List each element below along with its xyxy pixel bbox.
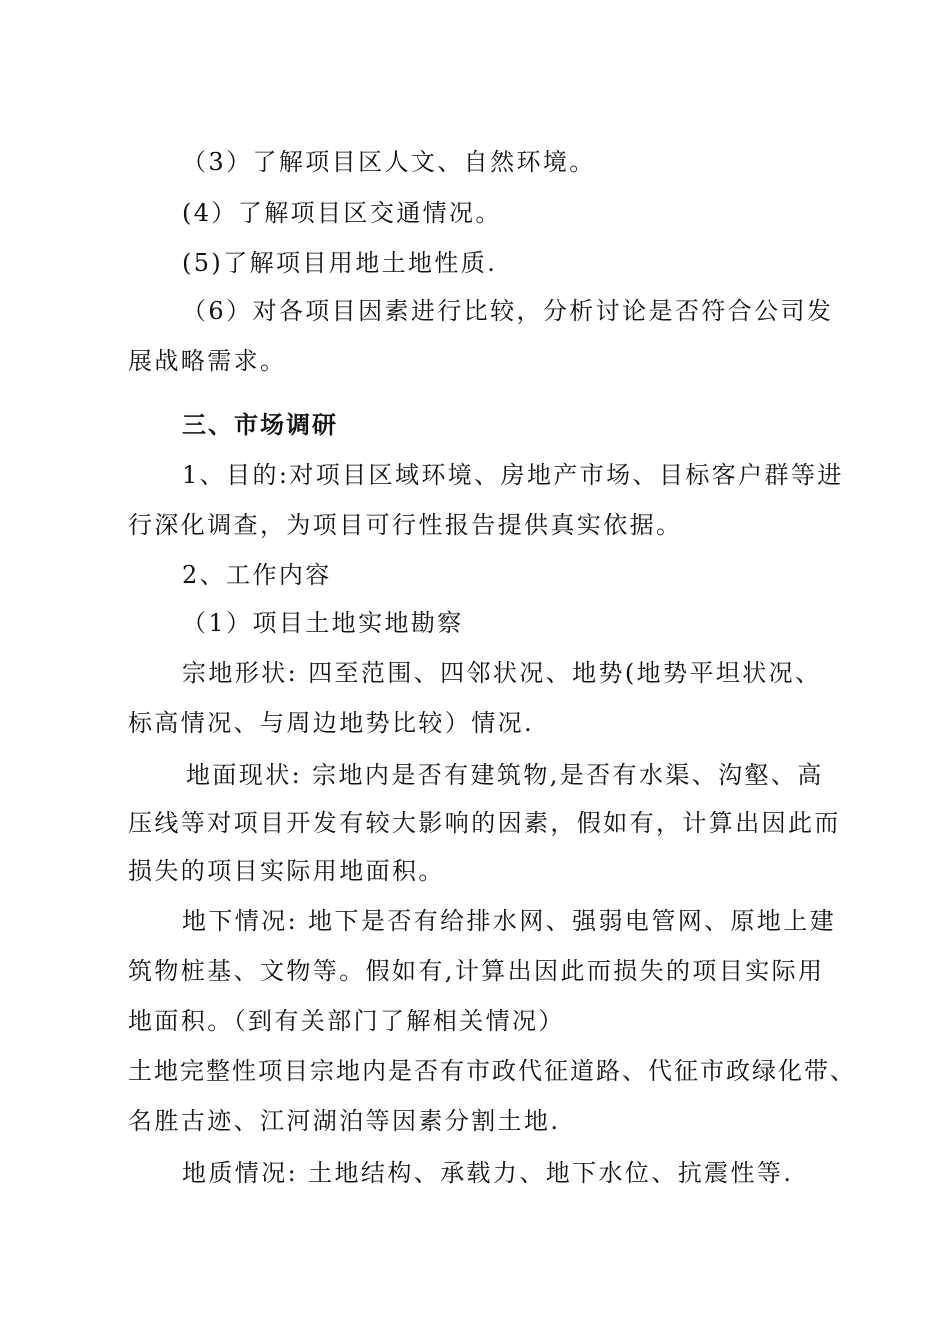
ground-status-line2: 压线等对项目开发有较大影响的因素，假如有，计算出因此而 xyxy=(128,809,841,837)
subsection-land-survey: （1）项目土地实地勘察 xyxy=(182,609,464,637)
purpose-line2: 行深化调查，为项目可行性报告提供真实依据。 xyxy=(128,511,683,539)
work-content-heading: 2、工作内容 xyxy=(182,561,332,589)
paragraph-item-4: (4）了解项目区交通情况。 xyxy=(182,199,502,227)
underground-line1: 地下情况: 地下是否有给排水网、强弱电管网、原地上建 xyxy=(182,907,837,935)
geology-line: 地质情况: 土地结构、承载力、地下水位、抗震性等. xyxy=(182,1159,794,1187)
paragraph-item-6-line1: （6）对各项目因素进行比较，分析讨论是否符合公司发 xyxy=(182,297,834,325)
land-integrity-line2: 名胜古迹、江河湖泊等因素分割土地. xyxy=(128,1107,561,1135)
paragraph-item-5: (5)了解项目用地土地性质. xyxy=(182,249,498,277)
parcel-shape-line2: 标高情况、与周边地势比较）情况. xyxy=(128,709,535,737)
land-integrity-line1: 土地完整性项目宗地内是否有市政代征道路、代征市政绿化带、 xyxy=(128,1057,856,1085)
section-heading-market-research: 三、市场调研 xyxy=(182,410,338,439)
paragraph-item-6-line2: 展战略需求。 xyxy=(128,347,287,375)
parcel-shape-line1: 宗地形状: 四至范围、四邻状况、地势(地势平坦状况、 xyxy=(182,659,822,687)
underground-line2: 筑物桩基、文物等。假如有,计算出因此而损失的项目实际用 xyxy=(128,957,825,985)
purpose-line1: 1、目的:对项目区域环境、房地产市场、目标客户群等进 xyxy=(182,461,844,489)
ground-status-line3: 损失的项目实际用地面积。 xyxy=(128,857,445,885)
ground-status-line1: 地面现状: 宗地内是否有建筑物,是否有水渠、沟壑、高 xyxy=(186,761,824,789)
underground-line3: 地面积。（到有关部门了解相关情况） xyxy=(128,1007,565,1035)
paragraph-item-3: （3）了解项目区人文、自然环境。 xyxy=(182,148,596,176)
